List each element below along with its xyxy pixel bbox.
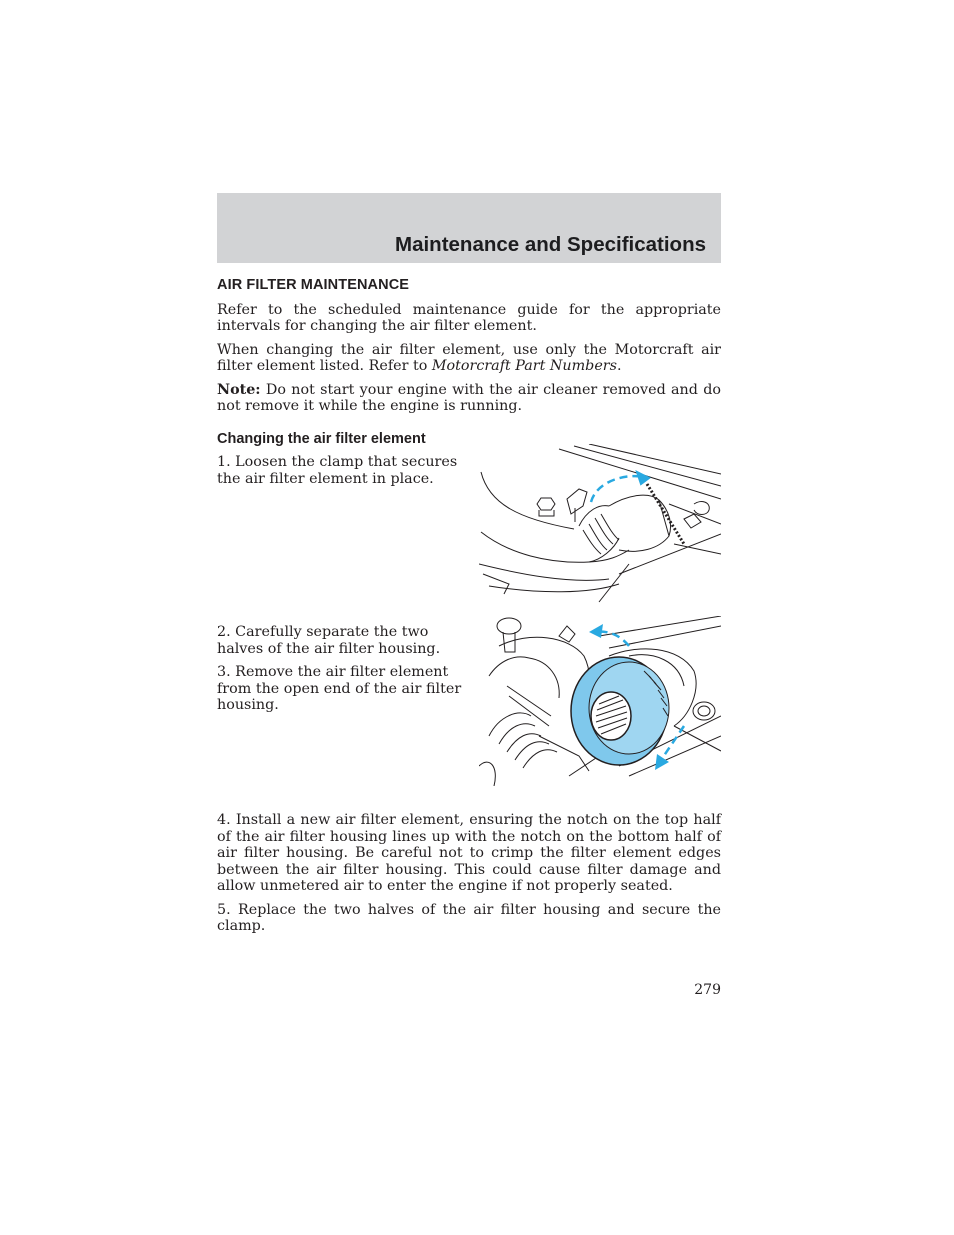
page-number: 279 — [694, 982, 721, 998]
paragraph-intervals: Refer to the scheduled maintenance guide for the appropriate intervals for changing the air filter element. — [217, 301, 721, 334]
step-4: 4. Install a new air filter element, ensuring the notch on the top half of the air filter housing lines up with the notch on the bottom half of air filter housing. Be careful not to crimp the filter element edges between the air filter housing. This could cause filter damage and allow unmetered air to enter the engine if not properly seated. — [217, 812, 721, 894]
step-3: 3. Remove the air filter element from the open end of the air filter housing. — [217, 664, 462, 713]
section-heading: AIR FILTER MAINTENANCE — [217, 277, 410, 293]
step-5: 5. Replace the two halves of the air filter housing and secure the clamp. — [217, 901, 721, 934]
header-band — [217, 193, 721, 263]
note-label: Note: — [217, 381, 261, 398]
clamp-loosen-illustration — [479, 444, 721, 612]
paragraph-motorcraft: When changing the air filter element, use only the Motorcraft air filter element listed. Refer to Motorcraft Part Numbers. — [217, 341, 721, 374]
steps-2-3-row — [217, 624, 721, 812]
note-paragraph — [217, 382, 721, 415]
filter-removal-illustration — [479, 616, 721, 786]
main-content — [217, 277, 721, 942]
step-2: 2. Carefully separate the two halves of the air filter housing. — [217, 624, 441, 657]
note-text: Do not start your engine with the air cleaner removed and do not remove it while the engine is running. — [217, 381, 721, 414]
step-1: 1. Loosen the clamp that secures the air filter element in place. — [217, 454, 458, 487]
part-numbers-reference: Motorcraft Part Numbers — [431, 358, 617, 374]
page-title: Maintenance and Specifications — [395, 233, 706, 256]
subsection-heading: Changing the air filter element — [217, 430, 426, 447]
step-1-row — [217, 454, 721, 624]
